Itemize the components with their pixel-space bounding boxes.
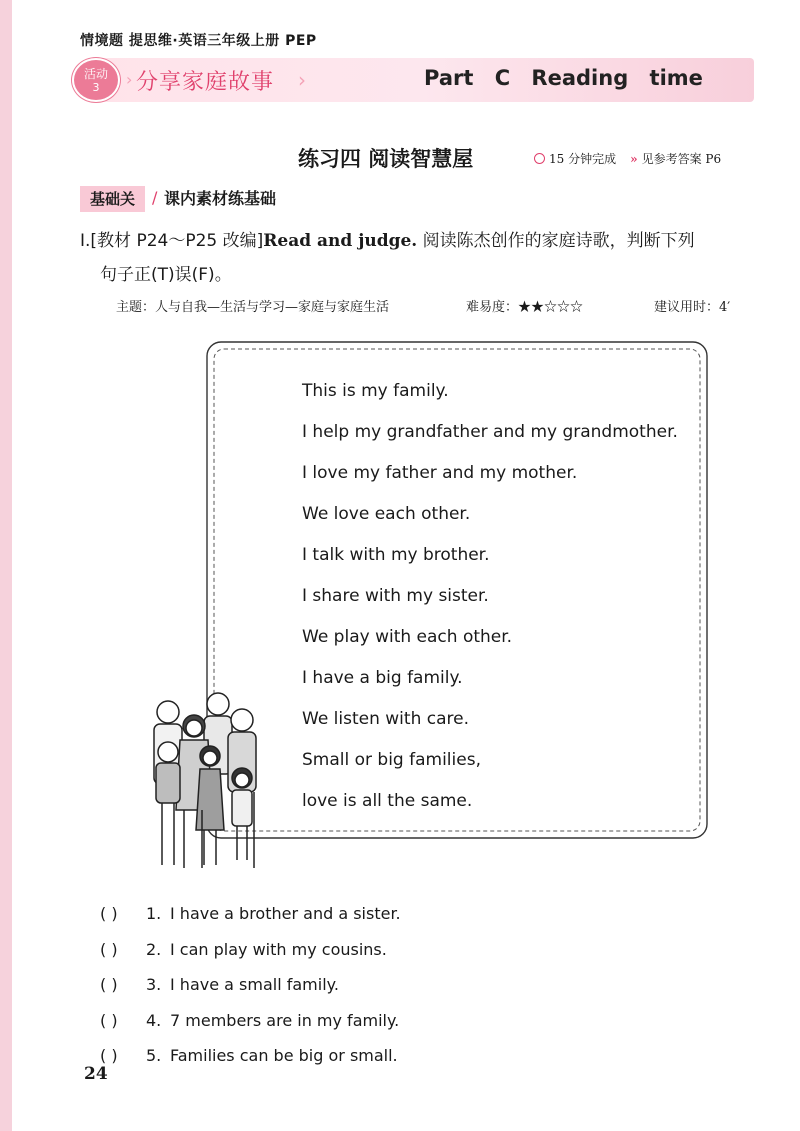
poem-line: I help my grandfather and my grandmother. — [302, 422, 678, 442]
double-chevron-icon: » — [630, 152, 638, 166]
exercise-meta — [534, 150, 721, 167]
time-hint: 15 分钟完成 — [549, 152, 617, 166]
question-num: 3. — [146, 975, 162, 994]
question-text: I can play with my cousins. — [170, 939, 387, 959]
answer-blank[interactable]: ( ) — [100, 939, 118, 959]
answer-hint: 见参考答案 P6 — [641, 152, 722, 166]
page-number: 24 — [84, 1064, 108, 1084]
section-text: 课内素材练基础 — [164, 189, 277, 208]
poem-text — [302, 371, 678, 822]
suggested-time: 建议用时：4′ — [654, 300, 731, 315]
question-text: Families can be big or small. — [170, 1046, 398, 1065]
question-number: Ⅰ. — [80, 231, 91, 251]
poem-line: We love each other. — [302, 504, 471, 524]
poem-line: This is my family. — [302, 381, 449, 401]
question-row — [100, 967, 401, 1003]
question-row — [100, 1003, 401, 1039]
question-row — [100, 896, 401, 932]
question-text: 7 members are in my family. — [170, 1010, 400, 1030]
badge-number: 3 — [92, 81, 100, 94]
poem-line: We listen with care. — [302, 709, 469, 729]
poem-line: love is all the same. — [302, 791, 473, 811]
question-instruction — [80, 224, 760, 292]
question-source: [教材 P24～P25 改编] — [90, 231, 264, 251]
poem-line: I share with my sister. — [302, 586, 489, 606]
activity-banner — [72, 58, 754, 102]
chevron-right-icon: › — [298, 68, 306, 92]
section-divider: / — [152, 188, 158, 207]
question-text: I have a small family. — [170, 975, 339, 994]
question-row — [100, 1038, 401, 1074]
question-num: 5. — [146, 1046, 162, 1065]
page-edge-stripe — [0, 0, 12, 1131]
poem-line: We play with each other. — [302, 627, 513, 647]
clock-icon — [534, 153, 545, 164]
judge-questions — [100, 896, 401, 1074]
exercise-title: 练习四 阅读智慧屋 — [298, 147, 474, 171]
poem-line: I have a big family. — [302, 668, 463, 688]
answer-blank[interactable]: ( ) — [100, 904, 118, 923]
instruction-zh-line1: 阅读陈杰创作的家庭诗歌，判断下列 — [422, 231, 695, 251]
poem-line: I love my father and my mother. — [302, 463, 578, 483]
instruction-zh-line2: 句子正(T)误(F)。 — [100, 265, 232, 285]
difficulty-rating: 难易度：★★☆☆☆ — [466, 300, 584, 315]
series-header: 情境题 提思维·英语三年级上册 PEP — [80, 33, 317, 49]
theme-label: 主题：人与自我—生活与学习—家庭与家庭生活 — [116, 300, 390, 315]
answer-blank[interactable]: ( ) — [100, 1046, 118, 1065]
section-label: 基础关 — [80, 186, 145, 212]
part-title: Part C Reading time — [424, 66, 703, 90]
family-illustration — [144, 690, 274, 875]
chevron-right-icon: › — [126, 70, 133, 89]
question-row — [100, 932, 401, 968]
question-text: I have a brother and a sister. — [170, 904, 401, 923]
question-num: 4. — [146, 1010, 162, 1030]
answer-blank[interactable]: ( ) — [100, 975, 118, 994]
badge-label: 活动 — [83, 67, 108, 81]
question-num: 1. — [146, 904, 162, 923]
activity-badge — [72, 58, 120, 102]
answer-blank[interactable]: ( ) — [100, 1010, 118, 1030]
instruction-en: Read and judge. — [263, 231, 418, 251]
activity-title: 分享家庭故事 — [136, 70, 275, 95]
question-num: 2. — [146, 939, 162, 959]
poem-line: I talk with my brother. — [302, 545, 490, 565]
poem-line: Small or big families, — [302, 750, 481, 770]
